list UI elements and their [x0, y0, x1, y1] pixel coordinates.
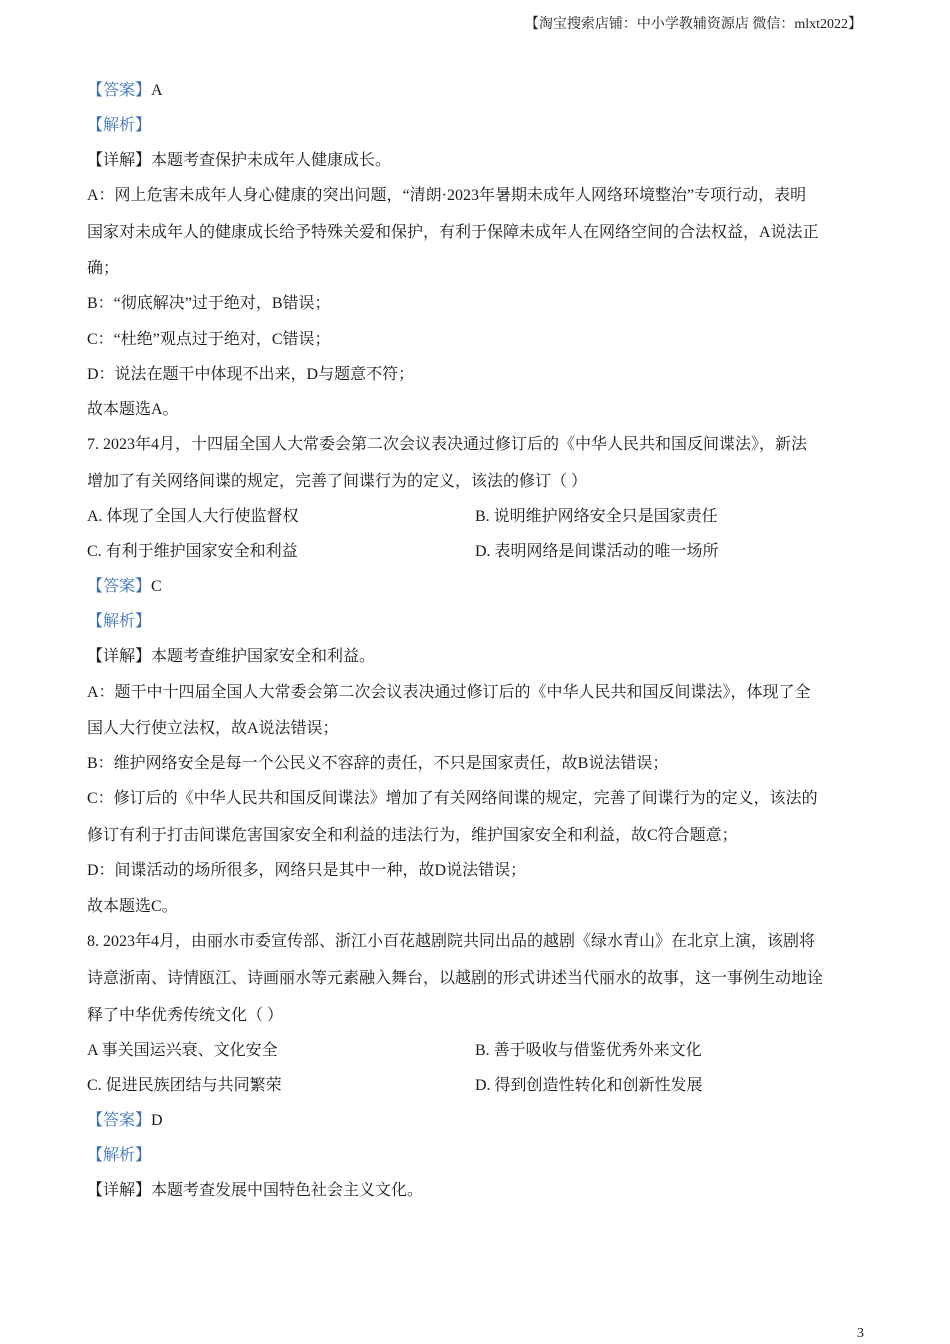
answer-value: C [151, 578, 162, 595]
page-number: 3 [857, 1326, 864, 1341]
page-header-watermark: 【淘宝搜索店铺：中小学教辅资源店 微信：mlxt2022】 [524, 17, 862, 32]
answer-value: A [151, 82, 163, 99]
answer-tag: 【答案】 [87, 578, 152, 595]
option-b: B. 善于吸收与借鉴优秀外来文化 [475, 1042, 702, 1059]
option-a: A 事关国运兴衰、文化安全 [87, 1042, 278, 1059]
analysis-tag: 【解析】 [87, 1147, 152, 1164]
explanation-line: A：网上危害未成年人身心健康的突出问题，“清朗·2023年暑期未成年人网络环境整治”专项行动，表明 [87, 187, 807, 204]
explanation-line: B：维护网络安全是每一个公民义不容辞的责任，不只是国家责任，故B说法错误； [87, 755, 669, 772]
option-d: D. 得到创造性转化和创新性发展 [475, 1077, 703, 1094]
option-c: C. 促进民族团结与共同繁荣 [87, 1077, 282, 1094]
explanation-line: 确； [87, 260, 120, 277]
option-c: C. 有利于维护国家安全和利益 [87, 543, 298, 560]
explanation-line: A：题干中十四届全国人大常委会第二次会议表决通过修订后的《中华人民共和国反间谍法》，体现了全 [87, 684, 811, 701]
options-row [87, 1076, 867, 1096]
explanation-line: D：间谍活动的场所很多，网络只是其中一种，故D说法错误； [87, 862, 527, 879]
question-stem: 诗意浙南、诗情瓯江、诗画丽水等元素融入舞台，以越剧的形式讲述当代丽水的故事，这一事例生动地诠 [87, 970, 824, 987]
explanation-line: C：修订后的《中华人民共和国反间谍法》增加了有关网络间谍的规定，完善了间谍行为的定义，该法的 [87, 790, 818, 807]
option-b: B. 说明维护网络安全只是国家责任 [475, 508, 718, 525]
explanation-line: 国家对未成年人的健康成长给予特殊关爱和保护，有利于保障未成年人在网络空间的合法权益，A说法正 [87, 224, 819, 241]
explanation-line: B：“彻底解决”过于绝对，B错误； [87, 295, 331, 312]
options-row [87, 507, 867, 527]
conclusion-line: 故本题选A。 [87, 401, 179, 418]
detail-heading: 【详解】本题考查维护国家安全和利益。 [87, 648, 376, 665]
question-stem: 释了中华优秀传统文化（ ） [87, 1007, 284, 1024]
conclusion-line: 故本题选C。 [87, 898, 178, 915]
answer-value: D [151, 1112, 163, 1129]
analysis-tag: 【解析】 [87, 117, 152, 134]
options-row [87, 542, 867, 562]
answer-line [87, 81, 867, 101]
question-stem: 7. 2023年4月，十四届全国人大常委会第二次会议表决通过修订后的《中华人民共和国反间谍法》，新法 [87, 436, 808, 453]
explanation-line: 国人大行使立法权，故A说法错误； [87, 720, 339, 737]
answer-tag: 【答案】 [87, 1112, 152, 1129]
explanation-line: 修订有利于打击间谍危害国家安全和利益的违法行为，维护国家安全和利益，故C符合题意； [87, 827, 738, 844]
explanation-line: C：“杜绝”观点过于绝对，C错误； [87, 331, 331, 348]
answer-tag: 【答案】 [87, 82, 152, 99]
answer-line [87, 577, 867, 597]
detail-heading: 【详解】本题考查保护未成年人健康成长。 [87, 152, 392, 169]
answer-line [87, 1111, 867, 1131]
options-row [87, 1041, 867, 1061]
option-a: A. 体现了全国人大行使监督权 [87, 508, 299, 525]
question-stem: 增加了有关网络间谍的规定，完善了间谍行为的定义，该法的修订（ ） [87, 473, 588, 490]
explanation-line: D：说法在题干中体现不出来，D与题意不符； [87, 366, 415, 383]
question-stem: 8. 2023年4月，由丽水市委宣传部、浙江小百花越剧院共同出品的越剧《绿水青山》在北京上演，该剧将 [87, 933, 816, 950]
detail-heading: 【详解】本题考查发展中国特色社会主义文化。 [87, 1182, 424, 1199]
analysis-tag: 【解析】 [87, 613, 152, 630]
option-d: D. 表明网络是间谍活动的唯一场所 [475, 543, 719, 560]
